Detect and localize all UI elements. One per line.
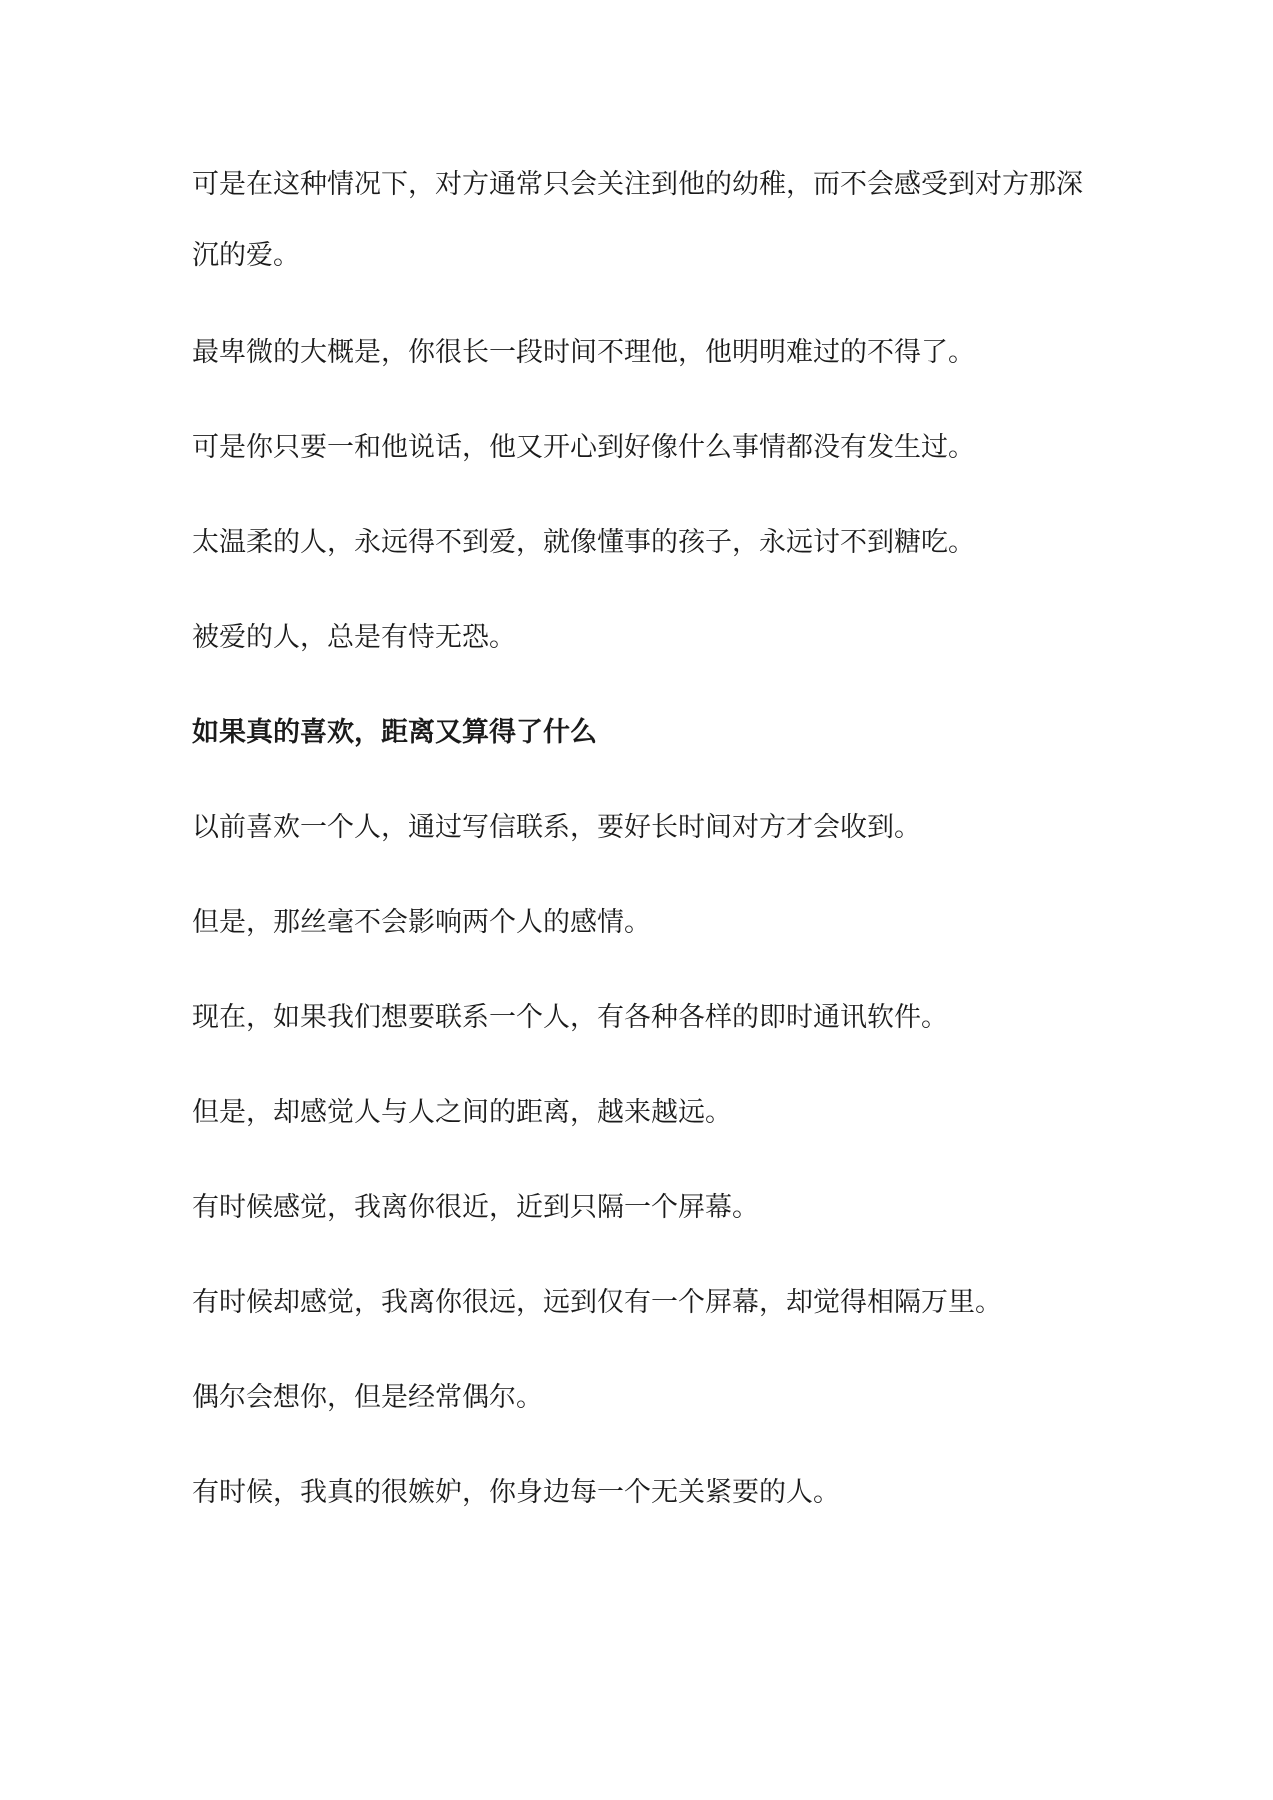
paragraph-2: 最卑微的大概是，你很长一段时间不理他，他明明难过的不得了。 [192, 337, 975, 368]
section-heading: 如果真的喜欢，距离又算得了什么 [192, 717, 597, 748]
paragraph-5: 被爱的人，总是有恃无恐。 [192, 622, 516, 653]
paragraph-12: 偶尔会想你，但是经常偶尔。 [192, 1382, 543, 1413]
paragraph-9: 但是，却感觉人与人之间的距离，越来越远。 [192, 1097, 732, 1128]
paragraph-10: 有时候感觉，我离你很近，近到只隔一个屏幕。 [192, 1192, 759, 1223]
paragraph-13: 有时候，我真的很嫉妒，你身边每一个无关紧要的人。 [192, 1477, 840, 1508]
paragraph-3: 可是你只要一和他说话，他又开心到好像什么事情都没有发生过。 [192, 432, 975, 463]
paragraph-11: 有时候却感觉，我离你很远，远到仅有一个屏幕，却觉得相隔万里。 [192, 1287, 1002, 1318]
paragraph-1: 可是在这种情况下，对方通常只会关注到他的幼稚，而不会感受到对方那深沉的爱。 [192, 169, 1083, 271]
paragraph-4: 太温柔的人，永远得不到爱，就像懂事的孩子，永远讨不到糖吃。 [192, 527, 975, 558]
document-body [192, 168, 1092, 1506]
paragraph-8: 现在，如果我们想要联系一个人，有各种各样的即时通讯软件。 [192, 1002, 948, 1033]
paragraph-7: 但是，那丝毫不会影响两个人的感情。 [192, 907, 651, 938]
paragraph-6: 以前喜欢一个人，通过写信联系，要好长时间对方才会收到。 [192, 812, 921, 843]
